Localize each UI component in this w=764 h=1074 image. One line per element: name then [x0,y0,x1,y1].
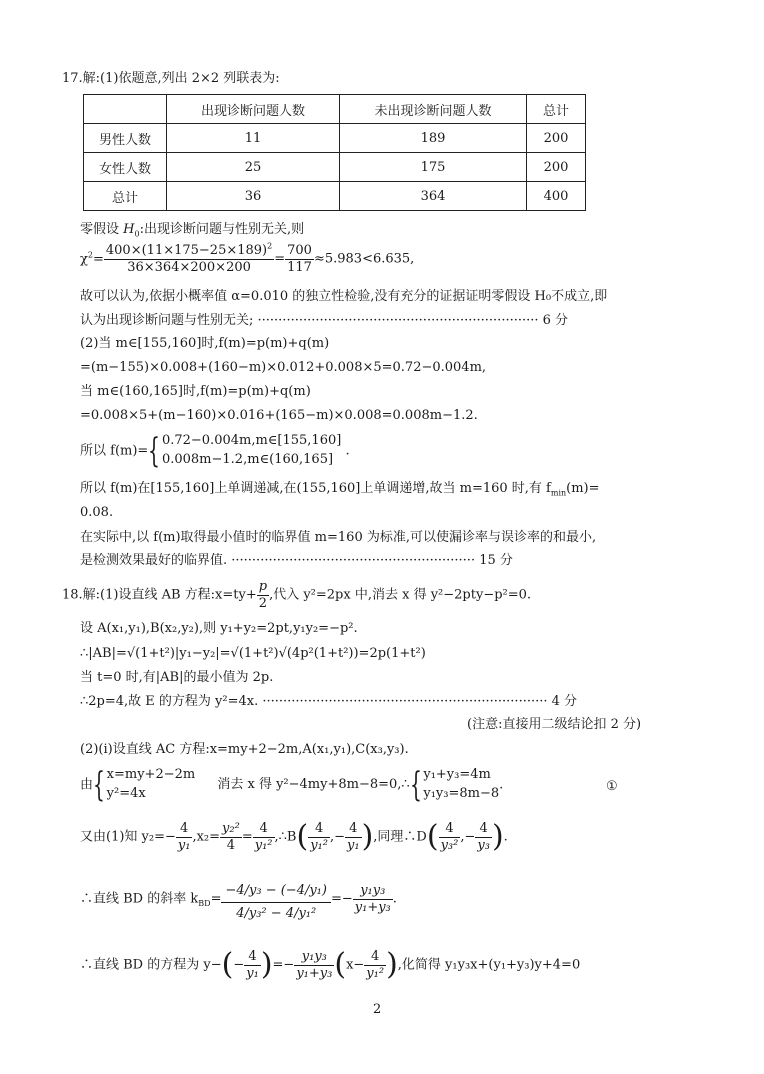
piece-cases [162,432,341,470]
table-cell: 36 [167,182,340,211]
page-number: 2 [373,1002,382,1017]
paren: ( [426,819,439,855]
f1-den: y₁ [177,837,191,853]
contingency-table [83,94,586,211]
sys-eqs-2 [423,766,499,804]
k-res-lead: =− [330,891,353,907]
bd-coef: $\frac{\text{y₁y₃}}{\text{y₁+y₃}}$ [296,949,333,981]
piece-case-2: 0.008m−1.2,m∈(160,165] [161,451,334,467]
p18-system [80,766,503,804]
bd-mid: =− [272,957,295,973]
hyp-label: 零假设 [80,222,120,237]
bd-frac-2: $\frac{4}{\text{y₁²}}$ [366,949,385,981]
chi-tail: ≈5.983<6.635, [313,251,415,267]
frac-y2sq-4 [220,822,242,852]
table-cell: 200 [527,124,586,153]
sys-mid: 消去 x 得 y²−4my+8m−8=0,∴ [217,777,410,793]
f3-den: y₁² [254,837,273,853]
slope-bd [80,878,397,920]
bd-lead: ∴直线 BD 的方程为 y− [80,957,222,973]
part2-line-2: =(m−155)×0.008+(160−m)×0.012+0.008×5=0.72−0.004m, [80,360,487,375]
slope-result [353,884,393,914]
p-over-2 [257,580,269,610]
D-y: $\frac{4}{\text{y₃}}$ [477,821,490,853]
piece-case-1: 0.72−0.004m,m∈[155,160] [161,433,342,448]
table-row [84,182,586,211]
table-cell: 175 [340,153,527,182]
l8-B: ,∴B [274,829,297,845]
p-den: 2 [258,595,268,611]
chi-numerator: 400×(11×175−25×189) [105,243,268,258]
l8-mid: ,x₂= [192,829,221,845]
null-hypothesis [80,222,305,239]
paren: ) [260,947,273,983]
h0-sub: 0 [134,229,140,239]
paren: ( [334,947,347,983]
p18-line-4: 当 t=0 时,有|AB|的最小值为 2p. [80,670,274,685]
f2-num: y₂² [222,821,240,836]
mono-text: 所以 f(m)在[155,160]上单调递减,在(155,160]上单调递增,故当 m=160 时,有 f [80,481,551,496]
chi-square-formula: $\chi^2=$ $\frac{400\times(11\times 175-25\times 189)^2}{36\times 364\times 200\times 200}$ = $\frac{700}{117}$ ≈5.983<6.635, [80,241,415,275]
f1-num: 4 [176,822,193,838]
table-cell: 女性人数 [84,153,167,182]
bd-x: x− [346,957,365,973]
table-cell: 400 [527,182,586,211]
p17-header: 17.解:(1)依题意,列出 2×2 列联表为: [62,71,280,86]
p18-l1a: 18.解:(1)设直线 AB 方程:x=ty+ [62,587,257,603]
bd-tail: ,化简得 y₁y₃x+(y₁+y₃)y+4=0 [397,957,581,973]
p18-line-5: ∴2p=4,故 E 的方程为 y²=4x. ····································································· 4 分 [80,694,578,709]
min-sub: min [550,488,567,498]
conclusion-line-2: 认为出现诊断问题与性别无关; ···································································· 6 分 [80,313,569,328]
p18-note: (注意:直接用二级结论扣 2 分) [467,717,642,732]
slope-num: −4/y₃ − (−4/y₁) [221,878,331,903]
mono-end: (m)= [566,481,600,496]
table-header-cell: 未出现诊断问题人数 [340,95,527,124]
sys-eq-3: y₁+y₃=4m [423,767,491,782]
line-bd-equation: ∴直线 BD 的方程为 y−(− $\frac{4}{\text{y₁}}$ )=− $\frac{\text{y₁y₃}}{\text{y₁+y₃}}$ (x− $\frac{4}{\text{y₁²}}$ ),化简得 y₁y₃x+(y₁+y₃)y+4=0 [80,947,581,983]
p18-line-8: 又由(1)知 y₂=− $\frac{4}{\text{y₁}}$ ,x₂= $\frac{\text{y₂²}}{4}$ = $\frac{4}{\text{y₁²}}$ ,∴B( $\frac{4}{\text{y₁²}}$ ,− $\frac{4}{\text{y₁}}$ ),同理∴D( $\frac{4}{\text{y₃²}}$ ,− $\frac{4}{\text{y₃}}$ ). [80,819,508,855]
chi-frac2-num: 700 [287,243,312,258]
k-res-num: y₁y₃ [353,884,393,900]
chi-fraction-2 [285,244,314,274]
l8-end: . [503,829,508,845]
monotonic-line-2: 0.08. [80,505,114,520]
B-y: $\frac{4}{\text{y₁}}$ [347,821,360,853]
paren: ( [221,947,234,983]
p18-line-6: (2)(ⅰ)设直线 AC 方程:x=my+2−2m,A(x₁,y₁),C(x₃,y₃). [80,742,409,757]
table-header-row [84,95,586,124]
conclusion-line-1: 故可以认为,依据小概率值 α=0.010 的独立性检验,没有充分的证据证明零假设 H₀不成立,即 [80,289,608,304]
paren: ( [296,819,309,855]
piecewise-function: 所以 f(m)={ 0.72−0.004m,m∈[155,160] 0.008m−1.2,m∈(160,165] . [80,430,350,471]
hyp-rest: :出现诊断问题与性别无关,则 [139,222,305,237]
l8-eq: = [241,829,253,845]
sys-eq-4: y₁y₃=8m−8 [423,785,500,801]
f3-num: 4 [253,822,275,838]
sys-lead: 由 [80,777,94,793]
left-brace: { [409,764,422,805]
sys-tail: . [499,777,504,793]
sys-eqs-1 [107,766,196,804]
slope-den: 4/y₃² − 4/y₁² [236,905,317,921]
chi-denominator: 36×364×200×200 [127,259,251,275]
circled-one: ① [606,779,618,794]
p18-line-3: ∴|AB|=√(1+t²)|y₁−y₂|=√(1+t²)√(4p²(1+t²))=2p(1+t²) [80,646,426,661]
table-row [84,124,586,153]
sys-eq-2: y²=4x [106,785,146,801]
frac-4-y1 [176,822,193,852]
chi-symbol: $\chi^2=$ [80,250,104,267]
table-cell: 364 [340,182,527,211]
h0-symbol: H [123,222,135,237]
l8-lead: 又由(1)知 y₂=− [80,829,176,845]
frac-4-y1sq [253,822,275,852]
table-header-cell: 出现诊断问题人数 [167,95,340,124]
table-cell: 男性人数 [84,124,167,153]
piece-lead: 所以 f(m)= [80,443,149,459]
bd-frac-1: $\frac{4}{\text{y₁}}$ [246,949,259,981]
table-cell: 总计 [84,182,167,211]
k-lead: ∴直线 BD 的斜率 k [80,891,199,907]
p18-l1b: ,代入 y²=2px 中,消去 x 得 y²−2pty−p²=0. [269,587,532,603]
paren: ) [386,947,398,983]
paren: ) [491,819,504,855]
B-x: $\frac{4}{\text{y₁²}}$ [310,821,328,853]
table-row [84,153,586,182]
part2-line-1: (2)当 m∈[155,160]时,f(m)=p(m)+q(m) [80,336,330,351]
chi-fraction: $\frac{400\times(11\times 175-25\times 189)^2}{36\times 364\times 200\times 200}$ [105,241,273,275]
slope-fraction [221,878,331,920]
p18-line-1 [62,580,531,610]
part2-line-3: 当 m∈(160,165]时,f(m)=p(m)+q(m) [80,384,311,399]
table-cell: 189 [340,124,527,153]
f2-den: 4 [226,837,236,853]
chi-frac2-den: 117 [287,259,312,275]
table-cell: 200 [527,153,586,182]
part2-line-4: =0.008×5+(m−160)×0.016+(165−m)×0.008=0.008m−1.2. [80,408,478,423]
k-sub: BD [198,899,211,909]
D-x: $\frac{4}{\text{y₃²}}$ [440,821,459,853]
p-num: p [258,579,268,594]
table-header-cell [84,95,167,124]
l8-same: ,同理∴D [373,829,427,845]
k-eq: = [210,891,222,907]
final-line-1: 在实际中,以 f(m)取得最小值时的临界值 m=160 为标准,可以使漏诊率与误诊率的和最小, [80,530,597,545]
k-end: . [392,891,397,907]
left-brace: { [148,430,161,471]
paren: ) [361,819,374,855]
table-header-cell: 总计 [527,95,586,124]
final-line-2: 是检测效果最好的临界值. ··························································· 15 分 [80,553,513,568]
sys-eq-1: x=my+2−2m [106,767,196,782]
k-res-den: y₁+y₃ [354,899,391,915]
left-brace: { [93,764,105,805]
p18-line-2: 设 A(x₁,y₁),B(x₂,y₂),则 y₁+y₂=2pt,y₁y₂=−p². [80,621,358,636]
table-cell: 25 [167,153,340,182]
table-cell: 11 [167,124,340,153]
monotonic-line-1 [80,481,600,498]
